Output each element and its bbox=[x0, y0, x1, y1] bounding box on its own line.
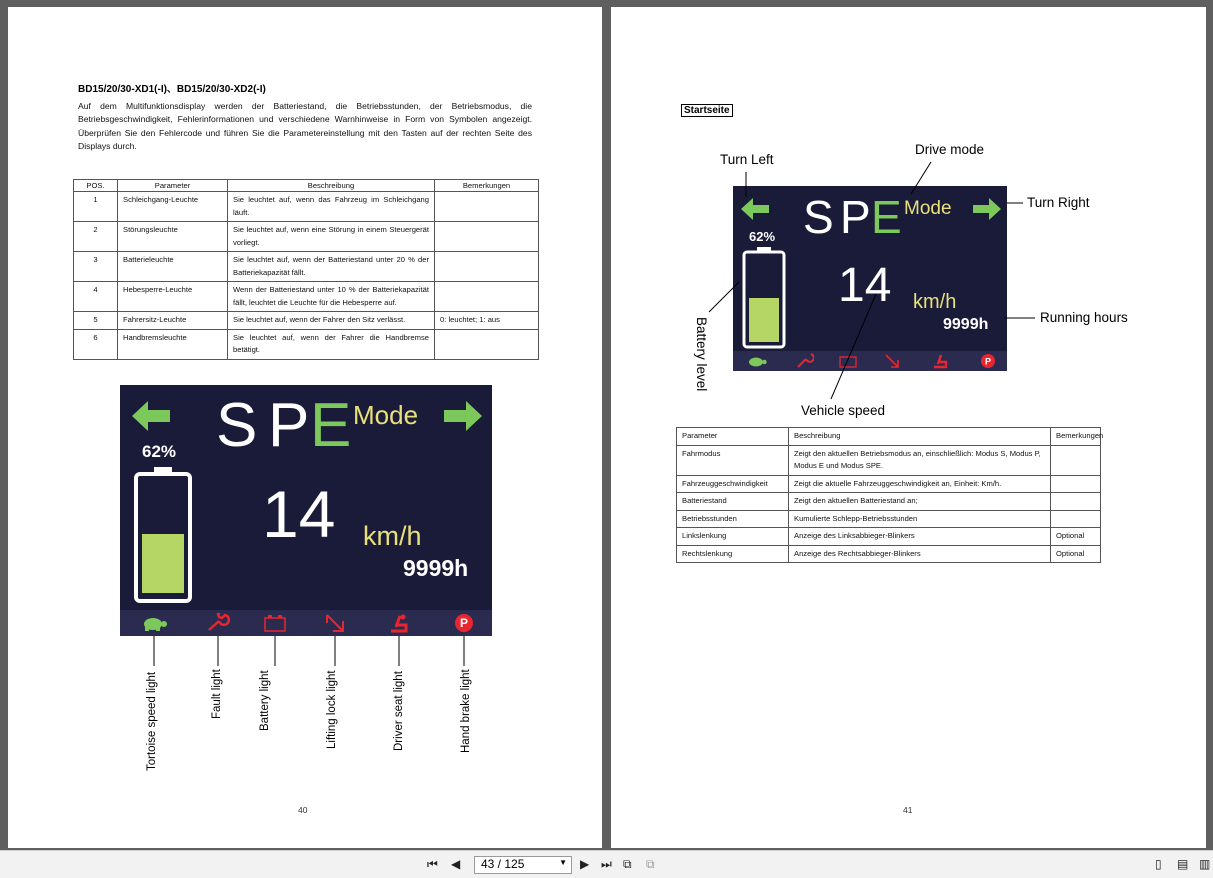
label-battery-light: Battery light bbox=[259, 670, 271, 731]
battery-warning-icon bbox=[263, 614, 287, 632]
label-fault-light: Fault light bbox=[211, 669, 223, 719]
section-heading: BD15/20/30-XD1(-I)、BD15/20/30-XD2(-I) bbox=[78, 84, 266, 95]
label-hand-brake-light: Hand brake light bbox=[460, 669, 472, 753]
cell-description: Anzeige des Linksabbieger-Blinkers bbox=[789, 528, 1051, 546]
mode-letter-p: P bbox=[840, 191, 871, 243]
running-hours: 9999h bbox=[403, 555, 469, 581]
cell-parameter: Betriebsstunden bbox=[677, 510, 789, 528]
battery-level-icon bbox=[132, 465, 196, 605]
display-figure-large bbox=[120, 385, 492, 636]
header-pos: POS. bbox=[74, 180, 118, 192]
page-number-input[interactable] bbox=[474, 856, 572, 874]
mode-label: Mode bbox=[353, 400, 419, 430]
cell-remarks bbox=[1051, 475, 1101, 493]
table-row bbox=[74, 222, 539, 252]
cell-description: Sie leuchtet auf, wenn das Fahrzeug im Schleichgang läuft. bbox=[228, 192, 435, 222]
document-page-left bbox=[8, 7, 602, 848]
speed-value: 14 bbox=[838, 259, 892, 312]
cell-remarks bbox=[435, 192, 539, 222]
speed-unit: km/h bbox=[363, 521, 422, 551]
intro-paragraph: Auf dem Multifunktionsdisplay werden der Batteriestand, die Betriebsstunden, der Betriebsmodus, die Betriebsgeschwindigkeit, Fehlerinformationen und verschiedene Warnhinweise in Form von Symbolen angezeigt. Überprüfen Sie den Fehlercode und führen Sie die Parametereinstellung mit den Tasten auf der rechten Seite des Displays durch. bbox=[78, 101, 532, 152]
table-row bbox=[677, 445, 1101, 475]
cell-description: Anzeige des Rechtsabbieger-Blinkers bbox=[789, 545, 1051, 563]
cell-remarks: 0: leuchtet; 1: aus bbox=[435, 312, 539, 330]
chevron-down-icon[interactable]: ▼ bbox=[559, 858, 567, 867]
cell-description: Sie leuchtet auf, wenn der Fahrer den Sitz verlässt. bbox=[228, 312, 435, 330]
table-row bbox=[677, 528, 1101, 546]
mode-label: Mode bbox=[904, 198, 952, 219]
callout-turn-left: Turn Left bbox=[720, 152, 774, 167]
turn-right-arrow-icon bbox=[442, 401, 482, 431]
mode-letter-p: P bbox=[268, 391, 310, 460]
hand-brake-icon bbox=[453, 612, 475, 634]
cell-parameter: Rechtslenkung bbox=[677, 545, 789, 563]
battery-percent: 62% bbox=[142, 442, 177, 461]
cell-pos: 5 bbox=[74, 312, 118, 330]
table-row bbox=[677, 493, 1101, 511]
cell-remarks bbox=[1051, 493, 1101, 511]
document-page-right bbox=[611, 7, 1206, 848]
header-parameter: Parameter bbox=[677, 428, 789, 446]
label-tortoise-speed-light: Tortoise speed light bbox=[146, 671, 158, 771]
cell-parameter: Linkslenkung bbox=[677, 528, 789, 546]
label-driver-seat-light: Driver seat light bbox=[393, 671, 405, 751]
table-row bbox=[677, 510, 1101, 528]
table-row bbox=[74, 282, 539, 312]
cell-pos: 1 bbox=[74, 192, 118, 222]
cell-parameter: Fahrmodus bbox=[677, 445, 789, 475]
cell-parameter: Batteriestand bbox=[677, 493, 789, 511]
cell-description: Zeigt den aktuellen Betriebsmodus an, einschließlich: Modus S, Modus P, Modus E und Modus SPE. bbox=[789, 445, 1051, 475]
wrench-icon bbox=[206, 613, 230, 633]
running-hours: 9999h bbox=[943, 316, 989, 333]
single-page-view-icon[interactable]: ▯ bbox=[1155, 857, 1162, 871]
first-page-icon[interactable]: ⏮ bbox=[427, 857, 438, 871]
speed-unit: km/h bbox=[913, 291, 957, 313]
svg-text:P: P bbox=[459, 616, 469, 630]
table-row bbox=[677, 475, 1101, 493]
cell-description: Sie leuchtet auf, wenn der Batteriestand unter 20 % der Batteriekapazität fällt. bbox=[228, 252, 435, 282]
cell-parameter: Fahrersitz-Leuchte bbox=[118, 312, 228, 330]
cell-remarks bbox=[1051, 510, 1101, 528]
battery-percent: 62% bbox=[749, 229, 776, 244]
viewer-toolbar bbox=[0, 850, 1213, 878]
icon-pointer-lines bbox=[120, 636, 492, 676]
cell-description: Wenn der Batteriestand unter 10 % der Batteriekapazität fällt, leuchtet die Leuchte für die Hebesperre auf. bbox=[228, 282, 435, 312]
two-page-view-icon[interactable]: ▥ bbox=[1199, 857, 1211, 871]
header-description: Beschreibung bbox=[789, 428, 1051, 446]
callout-battery-level: Battery level bbox=[694, 317, 709, 392]
cell-remarks bbox=[435, 252, 539, 282]
cell-pos: 3 bbox=[74, 252, 118, 282]
cell-parameter: Fahrzeuggeschwindigkeit bbox=[677, 475, 789, 493]
callout-running-hours: Running hours bbox=[1040, 310, 1128, 325]
next-page-icon[interactable]: ▶ bbox=[580, 857, 590, 871]
mode-letter-s: S bbox=[803, 191, 834, 243]
indicator-table bbox=[73, 179, 539, 360]
battery-fill bbox=[142, 534, 184, 593]
cell-description: Sie leuchtet auf, wenn eine Störung in einem Steuergerät vorliegt. bbox=[228, 222, 435, 252]
mode-letter-e: E bbox=[310, 391, 352, 460]
table-header-row bbox=[74, 180, 539, 192]
cell-parameter: Batterieleuchte bbox=[118, 252, 228, 282]
page-number-right: 41 bbox=[903, 805, 913, 815]
cell-pos: 6 bbox=[74, 329, 118, 359]
cell-parameter: Handbremsleuchte bbox=[118, 329, 228, 359]
cell-description: Sie leuchtet auf, wenn der Fahrer die Handbremse betätigt. bbox=[228, 329, 435, 359]
cell-parameter: Hebesperre-Leuchte bbox=[118, 282, 228, 312]
cell-parameter: Schleichgang-Leuchte bbox=[118, 192, 228, 222]
cell-description: Zeigt die aktuelle Fahrzeuggeschwindigkeit an, Einheit: Km/h. bbox=[789, 475, 1051, 493]
cell-pos: 4 bbox=[74, 282, 118, 312]
section-heading-startseite: Startseite bbox=[681, 104, 733, 117]
header-description: Beschreibung bbox=[228, 180, 435, 192]
lifting-lock-icon bbox=[324, 613, 346, 633]
callout-drive-mode: Drive mode bbox=[915, 142, 985, 157]
indicator-icon-bar bbox=[120, 610, 492, 636]
table-row bbox=[74, 252, 539, 282]
cell-remarks bbox=[435, 329, 539, 359]
page-indicator: 43 / 125 bbox=[481, 857, 525, 871]
table-row bbox=[74, 329, 539, 359]
cell-description: Zeigt den aktuellen Batteriestand an; bbox=[789, 493, 1051, 511]
paste-icon[interactable]: ⧉ bbox=[646, 857, 655, 871]
cell-remarks bbox=[435, 222, 539, 252]
cell-remarks bbox=[435, 282, 539, 312]
cell-parameter: Störungsleuchte bbox=[118, 222, 228, 252]
turn-left-arrow-icon bbox=[132, 401, 172, 431]
mode-letter-e: E bbox=[871, 191, 902, 243]
header-remarks: Bemerkungen bbox=[1051, 428, 1101, 446]
tortoise-icon bbox=[141, 615, 167, 631]
copy-icon[interactable]: ⧉ bbox=[623, 857, 632, 871]
driver-seat-icon bbox=[388, 613, 410, 633]
continuous-view-icon[interactable]: ▤ bbox=[1177, 857, 1189, 871]
speed-value: 14 bbox=[262, 477, 336, 551]
previous-page-icon[interactable]: ◀ bbox=[451, 857, 461, 871]
table-row bbox=[74, 312, 539, 330]
callout-turn-right: Turn Right bbox=[1027, 195, 1090, 210]
header-parameter: Parameter bbox=[118, 180, 228, 192]
mode-letter-s: S bbox=[216, 391, 258, 460]
cell-pos: 2 bbox=[74, 222, 118, 252]
table-row bbox=[74, 192, 539, 222]
header-remarks: Bemerkungen bbox=[435, 180, 539, 192]
callout-vehicle-speed: Vehicle speed bbox=[801, 403, 886, 418]
cell-description: Kumulierte Schlepp-Betriebsstunden bbox=[789, 510, 1051, 528]
page-number-left: 40 bbox=[298, 805, 308, 815]
cell-remarks: Optional bbox=[1051, 528, 1101, 546]
svg-text:P: P bbox=[984, 356, 992, 367]
cell-remarks: Optional bbox=[1051, 545, 1101, 563]
table-header-row bbox=[677, 428, 1101, 446]
table-row bbox=[677, 545, 1101, 563]
callout-leader-lines bbox=[611, 7, 1206, 427]
label-lifting-lock-light: Lifting lock light bbox=[326, 670, 338, 749]
cell-remarks bbox=[1051, 445, 1101, 475]
last-page-icon[interactable]: ⏭ bbox=[601, 857, 612, 871]
parameter-table bbox=[676, 427, 1104, 563]
